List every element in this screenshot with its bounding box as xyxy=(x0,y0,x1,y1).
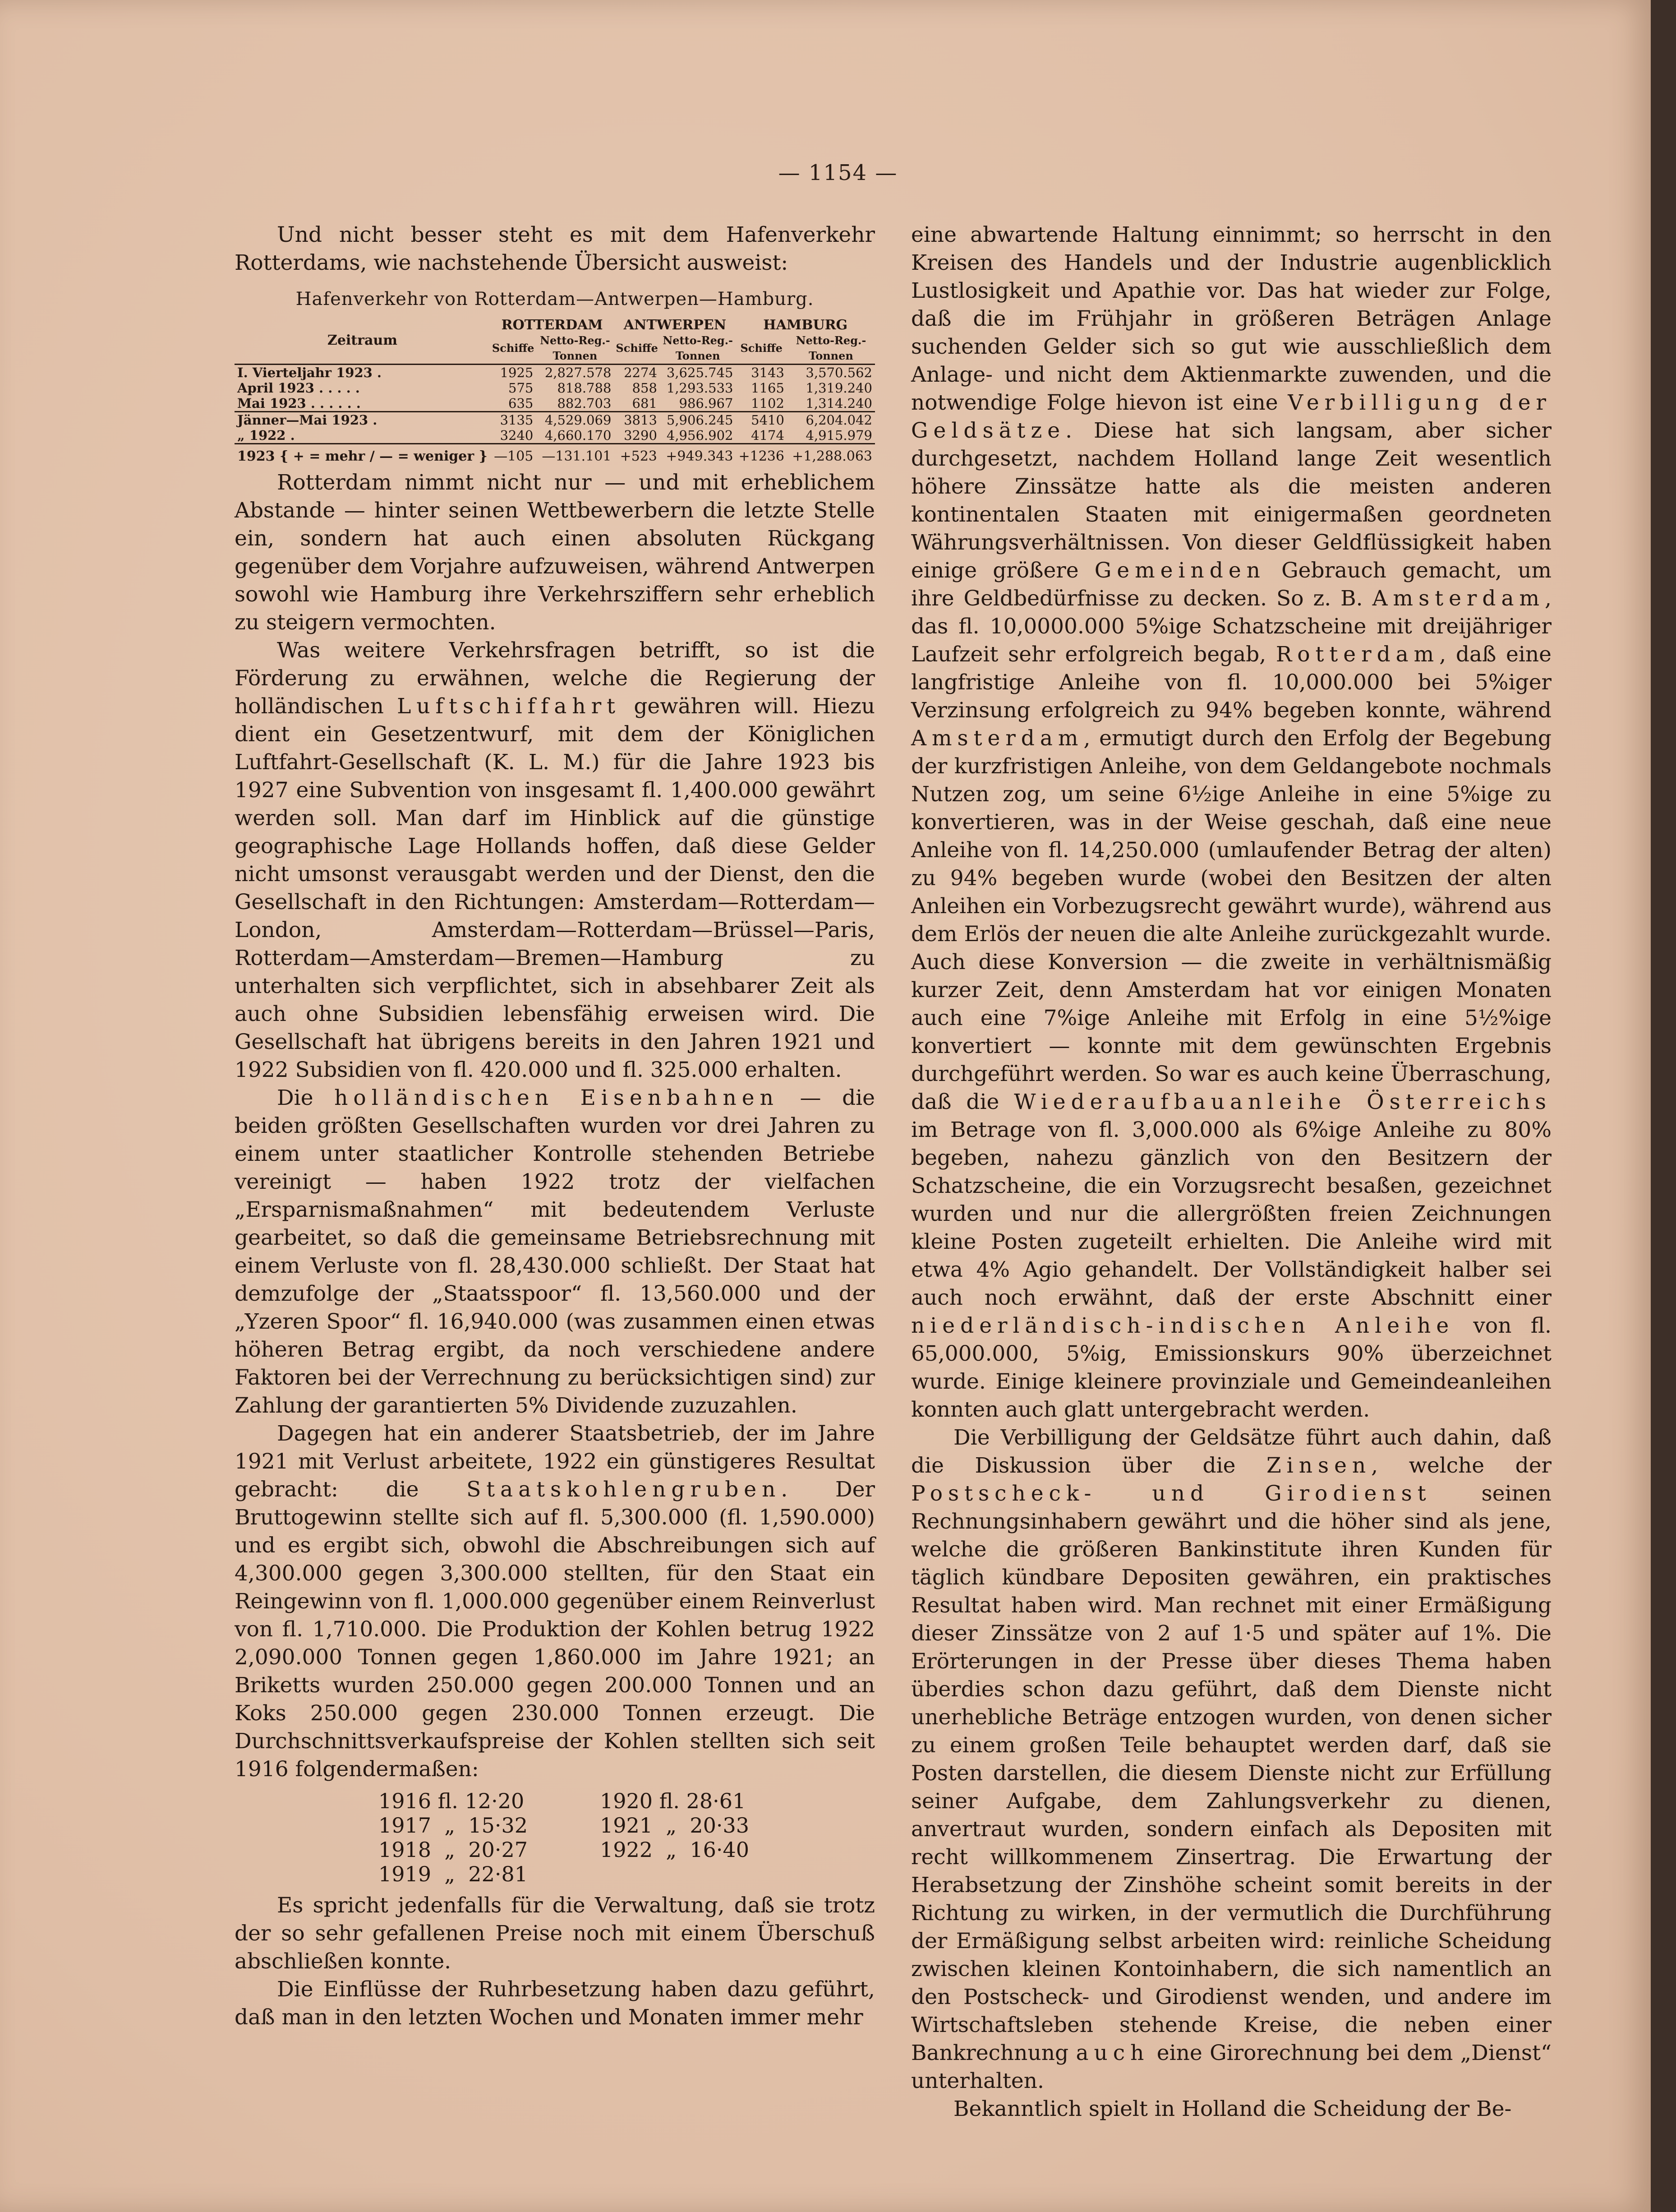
coal-price-list xyxy=(253,1789,875,1886)
column-header: ROTTERDAM xyxy=(501,317,603,333)
sub-header: Netto-Reg.-Tonnen xyxy=(540,334,610,362)
table-row: April 1923 . . . . . 575 818.788 858 1,293.533 1165 1,319.240 xyxy=(237,380,872,396)
price-entry: 1919 „ 22·81 xyxy=(378,1862,528,1886)
paragraph: eine abwartende Haltung einnimmt; so herrscht in den Kreisen des Handels und der Industrie augenblicklich Lustlosigkeit und Apathie vor. Das hat wieder zur Folge, daß die im Frühjahr in größeren Beträgen Anlage suchenden Gelder sich so gut wie ausschließlich dem Anlage- und nicht dem Aktienmarkte zuwenden, und die notwendige Folge hievon ist eine Verbilligung der Geldsätze. Diese hat sich langsam, aber sicher durchgesetzt, nachdem Holland lange Zeit wesentlich höhere Zinssätze hatte als die meisten anderen kontinentalen Staaten mit einigermaßen geordneten Währungsverhältnissen. Von dieser Geldflüssigkeit haben einige größere Gemeinden Gebrauch gemacht, um ihre Geldbedürfnisse zu decken. So z. B. Amsterdam, das fl. 10,0000.000 5%ige Schatzscheine mit dreijähriger Laufzeit sehr erfolgreich begab, Rotterdam, daß eine langfristige Anleihe von fl. 10,000.000 bei 5%iger Verzinsung erfolgreich zu 94% begeben konnte, während Amsterdam, ermutigt durch den Erfolg der Begebung der kurzfristigen Anleihe, von dem Geldangebote nochmals Nutzen zog, um seine 6½ige Anleihe in eine 5%ige zu konvertieren, was in der Weise geschah, daß eine neue Anleihe von fl. 14,250.000 (umlaufender Betrag der alten) zu 94% begeben wurde (wobei den Besitzen der alten Anleihen ein Vorbezugsrecht gewährt wurde), während aus dem Erlös der neuen die alte Anleihe zurückgezahlt wurde. Auch diese Konversion — die zweite in verhältnismäßig kurzer Zeit, denn Amsterdam hat vor einigen Monaten auch eine 7%ige Anleihe mit Erfolg in eine 5½%ige konvertiert — konnte mit dem gewünschten Ergebnis durchgeführt werden. So war es auch keine Überraschung, daß die Wiederaufbauanleihe Österreichs im Betrage von fl. 3,000.000 als 6%ige Anleihe zu 80% begeben, nahezu gänzlich von den Besitzern der Schatzscheine, die ein Vorzugsrecht besaßen, gezeichnet wurden und nur die allergrößten freien Zeichnungen kleine Posten zugeteilt erhielten. Die Anleihe wird mit etwa 4% Agio gehandelt. Der Vollständigkeit halber sei auch noch erwähnt, daß der erste Abschnitt einer niederländisch-indischen Anleihe von fl. 65,000.000, 5%ig, Emissionskurs 90% überzeichnet wurde. Einige kleinere provinziale und Gemeindeanleihen konnten auch glatt untergebracht werden. xyxy=(911,222,1552,1422)
paragraph: Dagegen hat ein anderer Staatsbetrieb, der im Jahre 1921 mit Verlust arbeitete, 1922 ein günstigeres Resultat gebracht: die Staatskohlengruben. Der Bruttogewinn stellte sich auf fl. 5,300.000 (fl. 1,590.000) und es ergibt sich, obwohl die Abschreibungen sich auf 4,300.000 gegen 3,300.000 stellten, für den Staat ein Reingewinn von fl. 1,000.000 gegenüber einem Reinverlust von fl. 1,710.000. Die Produktion der Kohlen betrug 1922 2,090.000 Tonnen gegen 1,860.000 im Jahre 1921; an Briketts wurden 250.000 gegen 200.000 Tonnen und an Koks 250.000 gegen 230.000 Tonnen erzeugt. Die Durchschnittsverkaufspreise der Kohlen stellten sich seit 1916 folgendermaßen: xyxy=(235,1421,875,1782)
sub-header: Netto-Reg.-Tonnen xyxy=(663,334,733,362)
table-title: Hafenverkehr von Rotterdam—Antwerpen—Hamburg. xyxy=(295,289,814,309)
paragraph: Was weitere Verkehrsfragen betrifft, so ist die Förderung zu erwähnen, welche die Regierung der holländischen Luftschiffahrt gewähren will. Hiezu dient ein Gesetzentwurf, mit dem der Königlichen Luftfahrt-Gesellschaft (K. L. M.) für die Jahre 1923 bis 1927 eine Subvention von insgesamt fl. 1,400.000 gewährt werden soll. Man darf im Hinblick auf die günstige geographische Lage Hollands hoffen, daß diese Gelder nicht umsonst verausgabt werden und der Dienst, den die Gesellschaft in den Richtungen: Amsterdam—Rotterdam—London, Amsterdam—Rotterdam—Brüssel—Paris, Rotterdam—Amsterdam—Bremen—Hamburg zu unterhalten sich verpflichtet, sich in absehbarer Zeit als auch ohne Subsidien lebensfähig erweisen wird. Die Gesellschaft hat übrigens bereits in den Jahren 1921 und 1922 Subsidien von fl. 420.000 und fl. 325.000 erhalten. xyxy=(235,638,875,1082)
paragraph: Bekanntlich spielt in Holland die Scheidung der Be- xyxy=(953,2097,1512,2121)
price-entry: 1917 „ 15·32 xyxy=(378,1813,528,1838)
price-entry: 1921 „ 20·33 xyxy=(600,1813,750,1838)
table-row: Mai 1923 . . . . . . 635 882.703 681 986.967 1102 1,314.240 xyxy=(237,396,872,411)
paragraph: Rotterdam nimmt nicht nur — und mit erheblichem Abstande — hinter seinen Wettbewerbern die letzte Stelle ein, sondern hat auch einen absoluten Rückgang gegenüber dem Vorjahre aufzuweisen, während Antwerpen sowohl wie Hamburg ihre Verkehrsziffern sehr erheblich zu steigern vermochten. xyxy=(235,470,875,635)
right-column xyxy=(911,221,1552,2123)
sub-header: Netto-Reg.-Tonnen xyxy=(796,334,866,362)
price-entry: 1918 „ 20·27 xyxy=(378,1838,528,1862)
price-entry: 1922 „ 16·40 xyxy=(600,1838,750,1862)
price-entry: 1920 fl. 28·61 xyxy=(600,1789,746,1813)
column-header: Zeitraum xyxy=(327,332,397,348)
harbor-traffic-table xyxy=(235,318,875,464)
page-number: — 1154 — xyxy=(778,160,898,185)
left-column xyxy=(235,221,875,2032)
sub-header: Schiffe xyxy=(492,342,534,355)
paragraph: Die Verbilligung der Geldsätze führt auch dahin, daß die Diskussion über die Zinsen, welche der Postscheck- und Girodienst seinen Rechnungsinhabern gewährt und die höher sind als jene, welche die größeren Bankinstitute ihren Kunden für täglich kündbare Depositen gewähren, ein praktisches Resultat haben wird. Man rechnet mit einer Ermäßigung dieser Zinssätze von 2 auf 1·5 und später auf 1%. Die Erörterungen in der Presse über dieses Thema haben überdies schon dazu geführt, daß dem Dienste nicht unerhebliche Beträge entzogen wurden, von denen sicher zu einem großen Teile behauptet werden darf, daß sie Posten darstellen, die diesem Dienste nicht zur Erfüllung seiner Aufgabe, dem Zahlungsverkehr zu dienen, anvertraut wurden, sondern einfach als Depositen mit recht willkommenem Zinsertrag. Die Erwartung der Herabsetzung der Zinshöhe scheint somit bereits in der Richtung zu wirken, in der vermutlich die Durchführung der Ermäßigung selbst arbeiten wird: reinliche Scheidung zwischen kleinen Kontoinhabern, die sich namentlich an den Postscheck- und Girodienst wenden, und andere im Wirtschaftsleben stehende Kreise, die neben einer Bankrechnung auch eine Girorechnung bei dem „Dienst“ unterhalten. xyxy=(911,1425,1552,2093)
page-edge xyxy=(1651,0,1676,2212)
paragraph: Und nicht besser steht es mit dem Hafenverkehr Rotterdams, wie nachstehende Übersicht ausweist: xyxy=(235,222,875,275)
table-row: I. Vierteljahr 1923 . 1925 2,827.578 2274 3,625.745 3143 3,570.562 xyxy=(235,365,875,381)
price-column xyxy=(378,1789,528,1886)
price-entry: 1916 fl. 12·20 xyxy=(378,1789,525,1813)
table-row: „ 1922 . 3240 4,660.170 3290 4,956.902 4174 4,915.979 xyxy=(237,428,872,443)
sub-header: Schiffe xyxy=(616,342,658,355)
sub-header: Schiffe xyxy=(740,342,783,355)
column-header: ANTWERPEN xyxy=(623,317,727,333)
table-row: Jänner—Mai 1923 . 3135 4,529.069 3813 5,906.245 5410 6,204.042 xyxy=(235,412,875,428)
paragraph: Die Einflüsse der Ruhrbesetzung haben dazu geführt, daß man in den letzten Wochen und Monaten immer mehr xyxy=(235,1977,875,2030)
paragraph: Die holländischen Eisenbahnen — die beiden größten Gesellschaften wurden vor drei Jahren zu einem unter staatlicher Kontrolle stehenden Betriebe vereinigt — haben 1922 trotz der vielfachen „Ersparnismaßnahmen“ mit bedeutendem Verluste gearbeitet, so daß die gemeinsame Betriebsrechnung mit einem Verluste von fl. 28,430.000 schließt. Der Staat hat demzufolge der „Staatsspoor“ fl. 13,560.000 und der „Yzeren Spoor“ fl. 16,940.000 (was zusammen einen etwas höheren Betrag ergibt, da noch verschiedene andere Faktoren bei der Verrechnung zu berücksichtigen sind) zur Zahlung der garantierten 5% Dividende zuzuzahlen. xyxy=(235,1085,875,1418)
table-row: 1923 { + = mehr / — = weniger } —105 —131.101 +523 +949.343 +1236 +1,288.063 xyxy=(235,444,875,465)
column-header: HAMBURG xyxy=(763,317,848,333)
price-column xyxy=(600,1789,749,1886)
paragraph: Es spricht jedenfalls für die Verwaltung, daß sie trotz der so sehr gefallenen Preise noch mit einem Überschuß abschließen konnte. xyxy=(235,1893,875,1974)
